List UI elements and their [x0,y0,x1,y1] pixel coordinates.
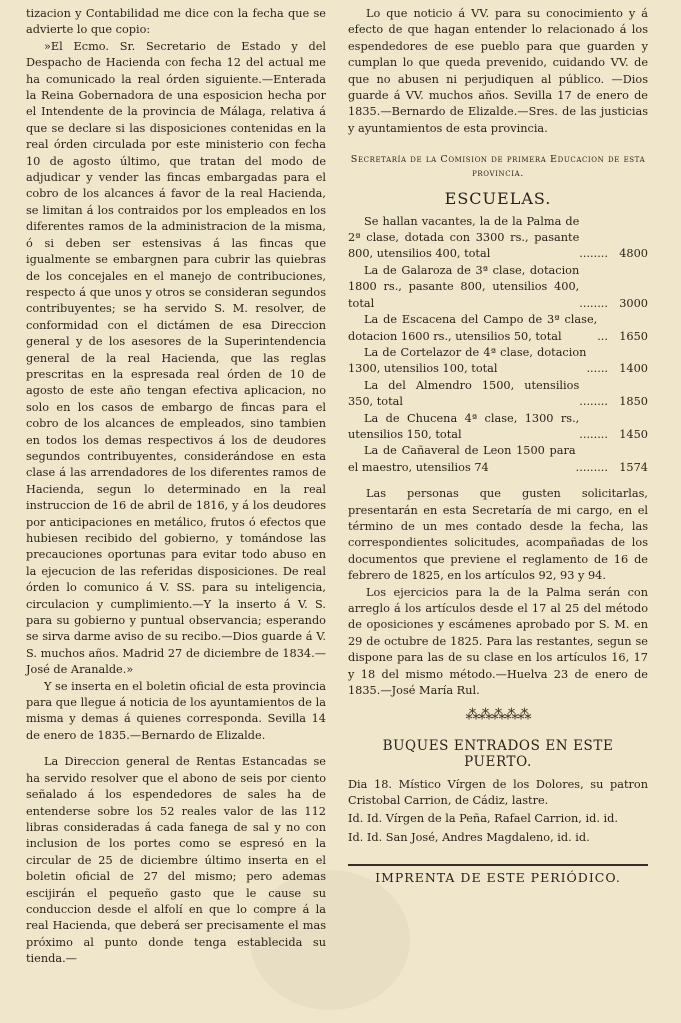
school-amount: 3000 [619,296,648,310]
schools-list [348,214,648,477]
arrival-entry: Dia 18. Místico Vírgen de los Dolores, su patron Cristobal Carrion, de Cádiz, lastre. [348,777,648,808]
arrivals-list [348,777,648,847]
left-paragraph-insertion: Y se inserta en el boletin oficial de esta provincia para que llegue á noticia de los ayuntamientos de la misma y demas á quienes corresponda. Sevilla 14 de enero de 1835.—Bernardo de Elizalde. [26,679,327,742]
school-text: La de Galaroza de 3ª clase, dotacion 1800 rs., pasante 800, utensilios 400, total [348,263,580,310]
school-entry: La de Cortelazor de 4ª clase, dotacion 1300, utensilios 100, total ...... 1400 [348,345,648,378]
school-entry: La del Almendro 1500, utensilios 350, total ........ 1850 [348,378,648,411]
right-column [348,6,648,887]
imprint: IMPRENTA DE ESTE PERIÓDICO. [375,870,621,886]
secretaria-heading: Secretaría de la Comision de primera Educacion de esta provincia. [350,154,646,180]
left-paragraph-1: tizacion y Contabilidad me dice con la fecha que se advierte lo que copio: [26,7,326,37]
school-entry: Se hallan vacantes, la de la Palma de 2ª clase, dotada con 3300 rs., pasante 800, utensilios 400, total ........ 4800 [348,214,648,263]
left-paragraph-royal-order: »El Ecmo. Sr. Secretario de Estado y del Despacho de Hacienda con fecha 12 del actual me ha comunicado la real órden siguiente.—Enterada la Reina Gobernadora de una esposicion hecha por el Intendente de la provincia de Málaga, relativa á que se declare si las disposiciones contenidas en la real órden circulada por este ministerio con fecha 10 de agosto último, que tratan del modo de adjudicar y vender las fincas embargadas para el cobro de los alcances á favor de la real Hacienda, se limitan á los contraidos por los empleados en los diferentes ramos de la administracion de la misma, ó si deben ser estensivas á las fincas que igualmente se embargnen para cubrir las quiebras de los concejales en el manejo de contribuciones, respecto á que unos y otros se consideran segundos contribuyentes; se ha servido S. M. resolver, de conformidad con el dictámen de esa Direccion general y de los asesores de la Superintendencia general de la real Hacienda, que las reglas prescritas en la espresada real órden de 10 de agosto de este año tengan efectiva aplicacion, no solo en los casos de embargo de fincas para el cobro de los alcances de empleados, sino tambien en todos los demas respectivos á los de deudores segundos contribuyentes, considerándose en esta clase á las arrendadores de los diferentes ramos de Hacienda, segun lo determinado en la real instruccion de 16 de abril de 1816, y á los deudores por anticipaciones en metálico, frutos ó efectos que hubiesen recibido del gobierno, y tomándose las precauciones oportunas para evitar todo abuso en la ejecucion de las referidas disposiciones. De real órden lo comunico á V. SS. para su inteligencia, circulacion y cumplimiento.—Y la inserto á V. S. para su gobierno y puntual observancia; esperando se sirva darme aviso de su recibo.—Dios guarde á V. S. muchos años. Madrid 27 de diciembre de 1834.—José de Aranalde.» [26,39,326,677]
school-amount: 4800 [619,247,648,261]
school-text: La de Cortelazor de 4ª clase, dotacion 1300, utensilios 100, total [348,345,587,376]
escuelas-heading: ESCUELAS. [444,189,552,209]
arrival-entry: Id. Id. Vírgen de la Peña, Rafael Carrion, id. id. [348,812,618,826]
school-text: La de Escacena del Campo de 3ª clase, dotacion 1600 rs., utensilios 50, total [348,313,598,343]
imprint-rule [348,864,648,866]
school-amount: 1850 [619,395,648,409]
school-amount: 1650 [619,329,648,343]
school-entry: La de Galaroza de 3ª clase, dotacion 1800 rs., pasante 800, utensilios 400, total ........ 3000 [348,263,648,312]
left-column [26,6,326,968]
school-text: La del Almendro 1500, utensilios 350, total [348,378,580,409]
arrival-entry: Id. Id. San José, Andres Magdaleno, id. id. [348,830,590,844]
school-amount: 1400 [619,362,648,376]
school-text: Se hallan vacantes, la de la Palma de 2ª clase, dotada con 3300 rs., pasante 800, utensilios 400, total [348,214,580,261]
left-paragraph-salt-rentas: La Direccion general de Rentas Estancadas se ha servido resolver que el abono de seis por ciento señalado á los espendedores de sales ha de entenderse sobre los 52 reales valor de las 112 libras consideradas á cada fanega de sal y no con inclusion de los portes como se espresó en la circular de 25 de diciembre último inserta en el boletin oficial de 27 del mismo; pero ademas escijirán el pequeño gasto que le cause su conduccion desde el alfolí en que lo compre á la real Hacienda, que deberá ser precisamente el mas próximo al punto donde tenga establecida su tienda.— [26,755,326,966]
right-paragraph-exercises: Los ejercicios para la de la Palma serán con arreglo á los artículos desde el 17 al 25 del método de oposiciones y escámenes aprobado por S. M. en 29 de octubre de 1825. Para las restantes, segun se dispone para las de su clase en los artículos 16, 17 y 18 del mismo método.—Huelva 23 de enero de 1835.—José María Rul. [348,585,648,698]
school-entry: La de Chucena 4ª clase, 1300 rs., utensilios 150, total ........ 1450 [348,411,648,444]
right-paragraph-notice: Lo que noticio á VV. para su conocimiento y á efecto de que hagan entender lo relacionado á los espendedores de ese pueblo para que guarden y cumplan lo que queda prevenido, cuidando VV. de que no abusen ni perjudiquen al público. —Dios guarde á VV. muchos años. Sevilla 17 de enero de 1835.—Bernardo de Elizalde.—Sres. de las justicias y ayuntamientos de esta provincia. [348,7,648,135]
port-heading: BUQUES ENTRADOS EN ESTE PUERTO. [382,737,614,771]
school-text: La de Cañaveral de Leon 1500 para el maestro, utensilios 74 [348,444,576,474]
school-entry: La de Escacena del Campo de 3ª clase, dotacion 1600 rs., utensilios 50, total ... 1650 [348,312,648,345]
school-amount: 1574 [619,460,648,474]
school-text: La de Chucena 4ª clase, 1300 rs., utensilios 150, total [348,411,580,441]
right-paragraph-applications: Las personas que gusten solicitarlas, presentarán en esta Secretaría de mi cargo, en el término de un mes contado desde la fecha, las correspondientes solicitudes, acompañadas de los documentos que previene el reglamento de 16 de febrero de 1825, en los artículos 92, 93 y 94. [348,487,648,583]
school-entry: La de Cañaveral de Leon 1500 para el maestro, utensilios 74 ......... 1574 [348,443,648,476]
school-amount: 1450 [619,427,648,441]
ornament-divider: ⁂⁂⁂⁂⁂ [465,707,531,724]
